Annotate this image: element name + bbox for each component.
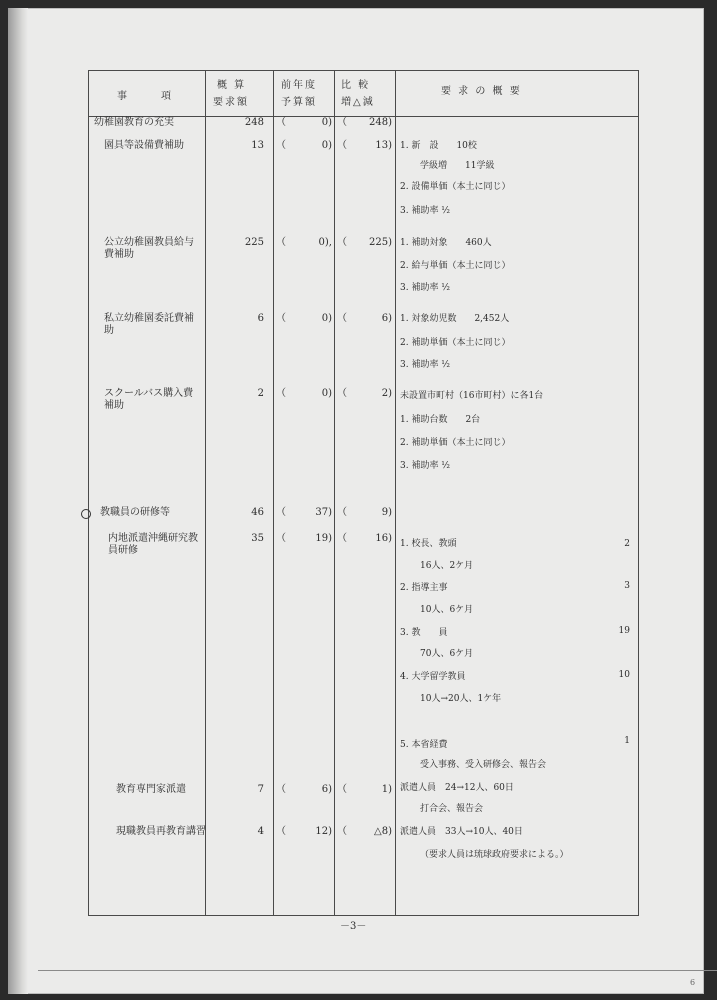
summary-count: 2 [624,539,630,549]
col-divider [273,71,274,915]
summary-count: 3 [624,581,630,591]
prev-open-paren: （ [276,784,286,795]
header-request-2: 要求額 [213,97,249,108]
header-item-1: 事 [117,91,129,102]
diff-open-paren: （ [337,507,347,518]
summary-line: 派遣人員 33人→10人、40日 [400,827,523,837]
summary-line: 2. 補助単価（本土に同じ） [400,438,511,448]
prev-open-paren: （ [276,140,286,151]
diff-amount: 6) [381,313,392,324]
row-item-label-cont: 費補助 [104,249,134,260]
row-item-label-cont: 助 [104,325,114,336]
summary-line: 3. 補助率 ½ [400,283,451,293]
row-item-label: 園具等設備費補助 [104,140,184,151]
prev-year-amount: 0) [321,117,332,128]
header-prev-1: 前年度 [281,80,317,91]
summary-line: 10人→20人、1ケ年 [420,694,502,704]
request-amount: 7 [257,784,264,795]
prev-open-paren: （ [276,533,286,544]
summary-line: 派遣人員 24→12人、60日 [400,783,514,793]
header-summary: 要 求 の 概 要 [441,86,522,97]
request-amount: 13 [251,140,264,151]
row-item-label: 現職教員再教育講習 [116,826,206,837]
summary-line: 4. 大学留学教員 [400,672,466,682]
diff-amount: 248) [369,117,392,128]
header-item-2: 項 [161,91,173,102]
summary-count: 1 [624,736,630,746]
summary-line: 1. 補助対象 460人 [400,238,492,248]
page-number: －3－ [340,921,367,932]
diff-amount: 16) [375,533,392,544]
summary-line: 3. 教 員 [400,628,448,638]
page-bottom-rule [38,970,717,971]
request-amount: 248 [244,117,264,128]
row-item-label-cont: 員研修 [108,545,138,556]
diff-open-paren: （ [337,117,347,128]
summary-line: 70人、6ケ月 [420,649,474,659]
header-prev-2: 予算額 [281,97,317,108]
prev-open-paren: （ [276,507,286,518]
header-diff-1: 比 較 [341,80,371,91]
row-item-label: スクールバス購入費 [104,388,194,399]
row-item-label: 内地派遣沖縄研究教 [108,533,198,544]
summary-line: 2. 給与単価（本土に同じ） [400,261,511,271]
summary-line: 受入事務、受入研修会、報告会 [420,760,547,770]
request-amount: 46 [251,507,264,518]
page-shadow-edge [8,8,28,994]
request-amount: 35 [251,533,264,544]
corner-number: 6 [690,978,696,987]
diff-open-paren: （ [337,313,347,324]
prev-year-amount: 12) [315,826,332,837]
summary-line: 3. 補助率 ½ [400,206,451,216]
summary-line: 2. 設備単価（本土に同じ） [400,182,511,192]
header-request-1: 概 算 [217,80,247,91]
summary-line: 打合会、報告会 [420,804,484,814]
prev-year-amount: 0), [318,237,332,248]
prev-open-paren: （ [276,117,286,128]
header-diff-2: 増△減 [341,97,375,108]
prev-year-amount: 0) [321,388,332,399]
prev-year-amount: 19) [315,533,332,544]
row-item-label: 幼稚園教育の充実 [94,117,174,128]
summary-line: 1. 補助台数 2台 [400,415,481,425]
diff-amount: 9) [381,507,392,518]
diff-open-paren: （ [337,826,347,837]
summary-line: 10人、6ケ月 [420,605,474,615]
summary-line: 1. 対象幼児数 2,452人 [400,314,510,324]
diff-amount: 1) [381,784,392,795]
prev-open-paren: （ [276,388,286,399]
prev-year-amount: 37) [315,507,332,518]
summary-line: 1. 校長、教頭 [400,539,457,549]
prev-open-paren: （ [276,313,286,324]
summary-line: 学級増 11学級 [420,161,495,171]
prev-year-amount: 0) [321,140,332,151]
row-item-label: 教育専門家派遣 [116,784,186,795]
request-amount: 6 [257,313,264,324]
summary-line: 5. 本省経費 [400,740,448,750]
summary-line: 2. 指導主事 [400,583,448,593]
summary-line: （要求人員は琉球政府要求による。） [420,850,569,860]
row-item-label: 私立幼稚園委託費補 [104,313,194,324]
diff-open-paren: （ [337,388,347,399]
summary-count: 19 [618,626,630,636]
prev-year-amount: 0) [321,313,332,324]
prev-year-amount: 6) [321,784,332,795]
diff-open-paren: （ [337,237,347,248]
prev-open-paren: （ [276,826,286,837]
request-amount: 4 [257,826,264,837]
diff-amount: 13) [375,140,392,151]
diff-open-paren: （ [337,140,347,151]
diff-amount: △8) [374,826,392,837]
col-divider [205,71,206,915]
row-item-label: 教職員の研修等 [100,507,170,518]
summary-line: 2. 補助単価（本土に同じ） [400,338,511,348]
diff-amount: 225) [369,237,392,248]
summary-line: 未設置市町村（16市町村）に各1台 [400,391,544,401]
diff-open-paren: （ [337,533,347,544]
row-item-label: 公立幼稚園教員給与 [104,237,194,248]
diff-amount: 2) [381,388,392,399]
diff-open-paren: （ [337,784,347,795]
summary-line: 1. 新 設 10校 [400,141,477,151]
col-divider [334,71,335,915]
circle-bullet-icon [81,509,91,519]
prev-open-paren: （ [276,237,286,248]
summary-line: 3. 補助率 ½ [400,360,451,370]
summary-count: 10 [618,670,630,680]
request-amount: 2 [257,388,264,399]
row-item-label-cont: 補助 [104,400,124,411]
summary-line: 16人、2ケ月 [420,561,474,571]
summary-line: 3. 補助率 ½ [400,461,451,471]
request-amount: 225 [244,237,264,248]
col-divider [395,71,396,915]
